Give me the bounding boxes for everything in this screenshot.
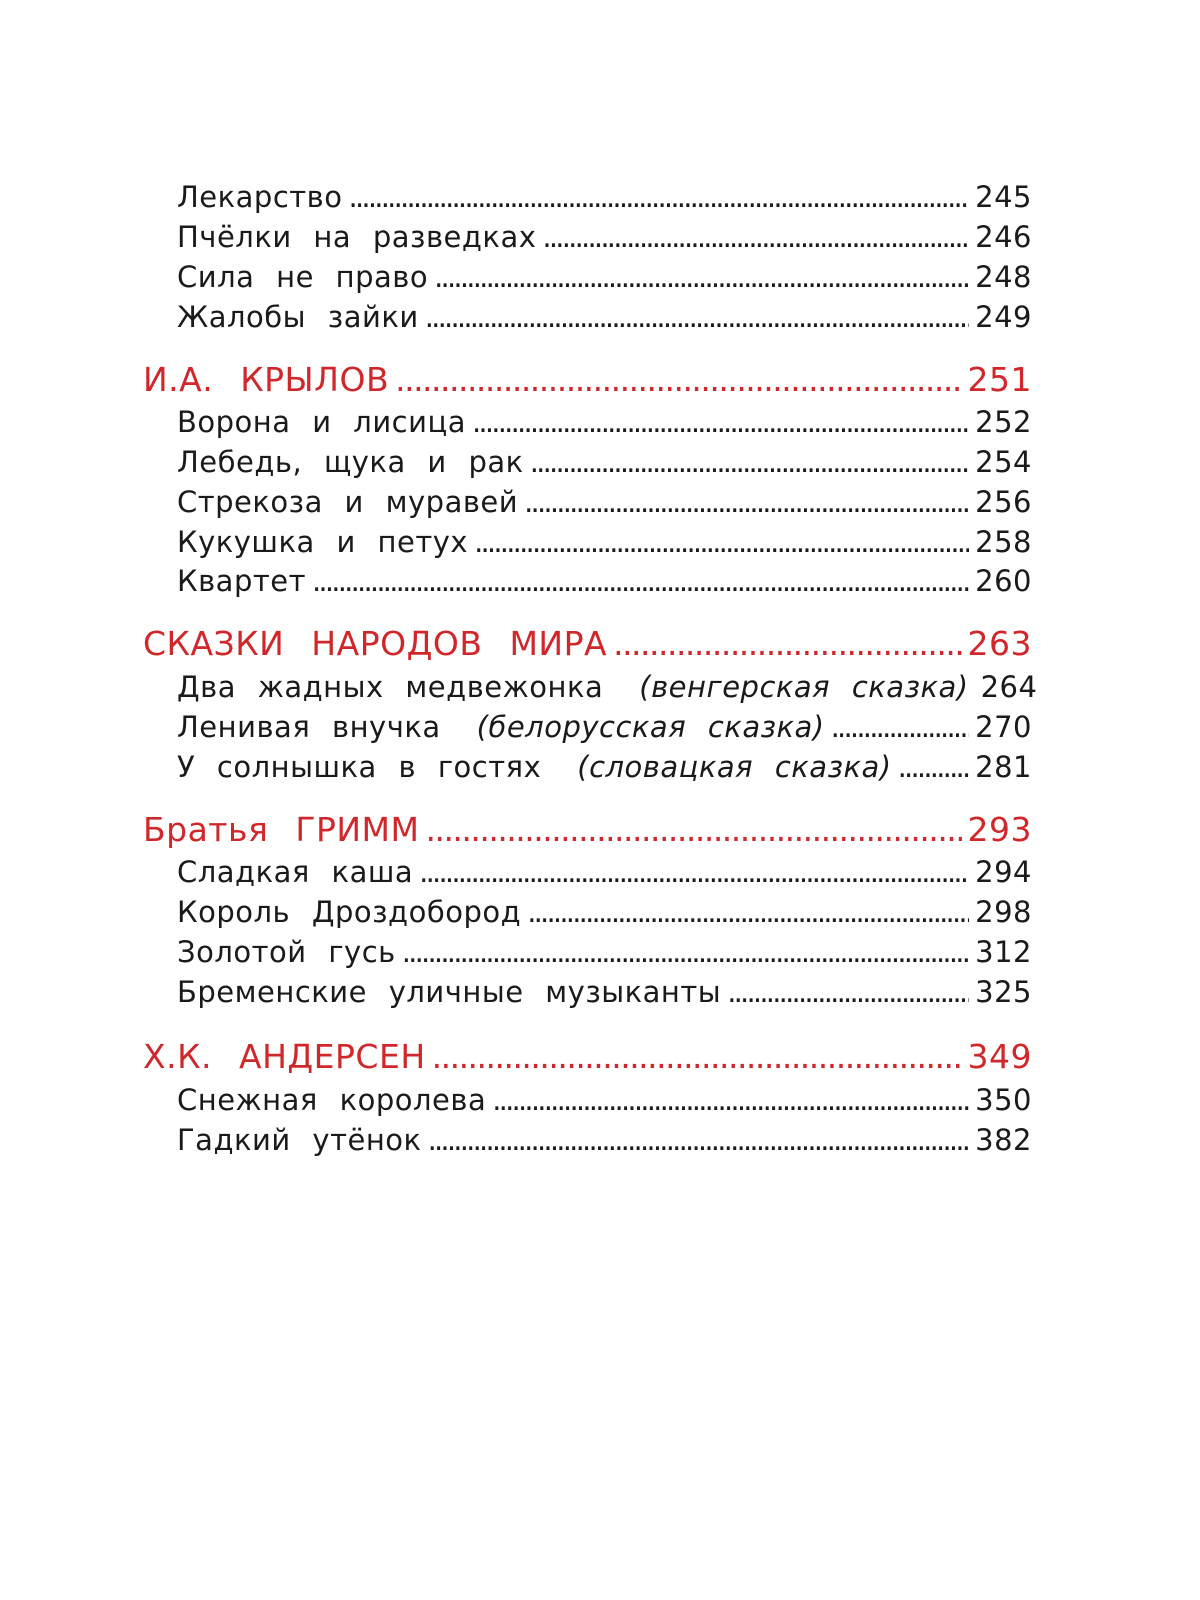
toc-entry-note: (венгерская сказка) bbox=[639, 670, 969, 704]
toc-section[interactable] bbox=[143, 624, 1032, 663]
dot-leader bbox=[527, 895, 969, 929]
dot-leader bbox=[898, 750, 970, 784]
toc-section-title: Братья ГРИММ bbox=[143, 810, 420, 849]
toc-entry-title: Король Дроздобород bbox=[177, 895, 522, 929]
dot-leader bbox=[312, 564, 969, 598]
toc-entry-page: 254 bbox=[975, 445, 1032, 479]
dot-leader bbox=[542, 220, 969, 254]
toc-entry-page: 294 bbox=[975, 855, 1032, 889]
toc-entry-page: 312 bbox=[975, 935, 1032, 969]
toc-entry-title: Снежная королева bbox=[177, 1083, 487, 1117]
toc-entry-title: Два жадных медвежонка bbox=[177, 670, 604, 704]
toc-entry-title: Гадкий утёнок bbox=[177, 1123, 422, 1157]
dot-leader bbox=[395, 360, 961, 399]
toc-entry-title: Золотой гусь bbox=[177, 935, 396, 969]
dot-leader bbox=[727, 975, 969, 1009]
toc-entry-title: У солнышка в гостях bbox=[177, 750, 542, 784]
toc-entry[interactable] bbox=[177, 895, 1032, 929]
dot-leader bbox=[472, 405, 969, 439]
toc-section[interactable] bbox=[143, 360, 1032, 399]
dot-leader bbox=[402, 935, 969, 969]
dot-leader bbox=[425, 300, 969, 334]
toc-entry-page: 298 bbox=[975, 895, 1032, 929]
toc-section-title: Х.К. АНДЕРСЕН bbox=[143, 1037, 426, 1076]
toc-entry-title: Жалобы зайки bbox=[177, 300, 419, 334]
toc-section-title: И.А. КРЫЛОВ bbox=[143, 360, 390, 399]
toc-entry-page: 249 bbox=[975, 300, 1032, 334]
toc-entry-page: 281 bbox=[975, 750, 1032, 784]
toc-section-page: 293 bbox=[967, 810, 1032, 849]
toc-entry-title: Лебедь, щука и рак bbox=[177, 445, 524, 479]
toc-section[interactable] bbox=[143, 1037, 1032, 1076]
toc-entry-title: Ленивая внучка bbox=[177, 710, 441, 744]
toc-entry-title: Сила не право bbox=[177, 260, 429, 294]
dot-leader bbox=[474, 525, 969, 559]
dot-leader bbox=[613, 624, 961, 663]
dot-leader bbox=[428, 1123, 970, 1157]
dot-leader bbox=[425, 810, 961, 849]
dot-leader bbox=[524, 485, 969, 519]
toc-entry[interactable] bbox=[177, 1083, 1032, 1117]
toc-entry[interactable] bbox=[177, 1123, 1032, 1157]
toc-entry-title: Стрекоза и муравей bbox=[177, 485, 519, 519]
toc-section-page: 251 bbox=[967, 360, 1032, 399]
toc-entry[interactable] bbox=[177, 260, 1032, 294]
toc-entry[interactable] bbox=[177, 710, 1032, 744]
toc-entry-page: 270 bbox=[975, 710, 1032, 744]
toc-entry-title: Сладкая каша bbox=[177, 855, 414, 889]
toc-entry-title: Кукушка и петух bbox=[177, 525, 469, 559]
toc-entry-page: 264 bbox=[980, 670, 1038, 704]
toc-entry-page: 382 bbox=[975, 1123, 1032, 1157]
toc-entry-title: Лекарство bbox=[177, 180, 343, 214]
toc-entry-page: 245 bbox=[975, 180, 1032, 214]
toc-entry[interactable] bbox=[177, 525, 1032, 559]
toc-entry-page: 248 bbox=[975, 260, 1032, 294]
toc-entry[interactable] bbox=[177, 564, 1032, 598]
toc-section[interactable] bbox=[143, 810, 1032, 849]
toc-entry[interactable] bbox=[177, 670, 1038, 704]
dot-leader bbox=[432, 1037, 962, 1076]
toc-entry-page: 350 bbox=[975, 1083, 1032, 1117]
toc-entry-page: 260 bbox=[975, 564, 1032, 598]
dot-leader bbox=[349, 180, 970, 214]
toc-entry-title: Ворона и лисица bbox=[177, 405, 466, 439]
toc-entry[interactable] bbox=[177, 975, 1032, 1009]
toc-entry-page: 246 bbox=[975, 220, 1032, 254]
toc-entry-title: Пчёлки на разведках bbox=[177, 220, 537, 254]
toc-entry[interactable] bbox=[177, 935, 1032, 969]
toc-section-page: 263 bbox=[967, 624, 1032, 663]
toc-entry-page: 258 bbox=[975, 525, 1032, 559]
dot-leader bbox=[831, 710, 970, 744]
toc-entry[interactable] bbox=[177, 180, 1032, 214]
toc-entry-note: (словацкая сказка) bbox=[577, 750, 892, 784]
toc-entry-title: Квартет bbox=[177, 564, 306, 598]
toc-section-page: 349 bbox=[967, 1037, 1032, 1076]
toc-entry-page: 256 bbox=[975, 485, 1032, 519]
toc-entry[interactable] bbox=[177, 220, 1032, 254]
toc-entry[interactable] bbox=[177, 445, 1032, 479]
toc-entry-title: Бременские уличные музыканты bbox=[177, 975, 722, 1009]
toc-entry[interactable] bbox=[177, 405, 1032, 439]
dot-leader bbox=[530, 445, 969, 479]
dot-leader bbox=[492, 1083, 969, 1117]
dot-leader bbox=[434, 260, 969, 294]
toc-entry-note: (белорусская сказка) bbox=[476, 710, 825, 744]
toc-entry-page: 252 bbox=[975, 405, 1032, 439]
toc-section-title: СКАЗКИ НАРОДОВ МИРА bbox=[143, 624, 608, 663]
toc-entry[interactable] bbox=[177, 300, 1032, 334]
toc-entry[interactable] bbox=[177, 855, 1032, 889]
toc-entry[interactable] bbox=[177, 750, 1032, 784]
toc-entry-page: 325 bbox=[975, 975, 1032, 1009]
dot-leader bbox=[419, 855, 969, 889]
toc-entry[interactable] bbox=[177, 485, 1032, 519]
